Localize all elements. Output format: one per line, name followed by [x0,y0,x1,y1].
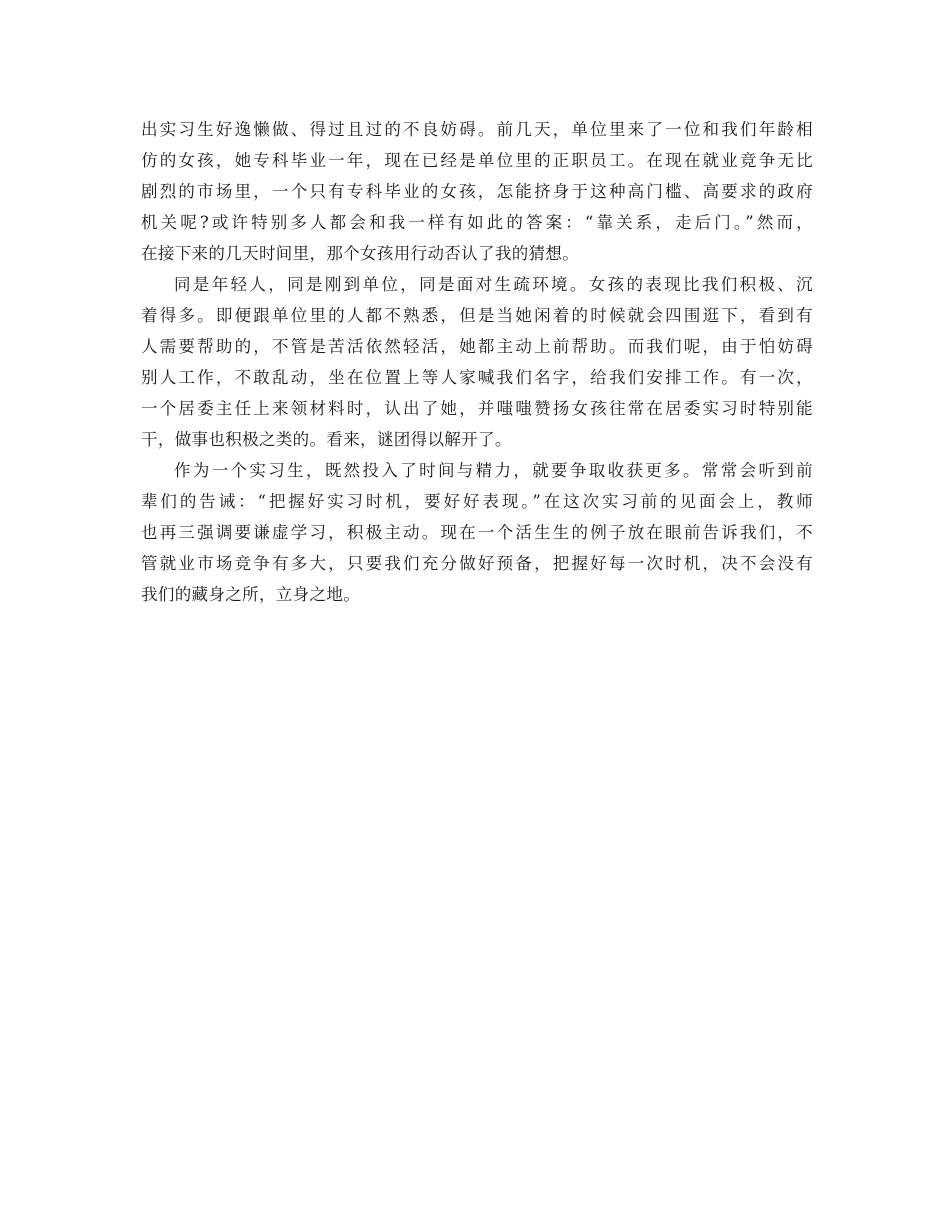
paragraph-3 [141,455,813,610]
text-line: 机关呢?或许特别多人都会和我一样有如此的答案：“靠关系，走后门。”然而， [141,213,813,232]
text-line: 别人工作，不敢乱动，坐在位置上等人家喊我们名字，给我们安排工作。有一次， [141,368,813,387]
text-line: 仿的女孩，她专科毕业一年，现在已经是单位里的正职员工。在现在就业竞争无比 [141,151,813,170]
text-line: 着得多。即便跟单位里的人都不熟悉，但是当她闲着的时候就会四围逛下，看到有 [141,306,813,325]
document-body [141,114,813,610]
paragraph-2 [141,269,813,455]
text-line: 在接下来的几天时间里，那个女孩用行动否认了我的猜想。 [141,244,580,263]
paragraph-1 [141,114,813,269]
text-line: 也再三强调要谦虚学习，积极主动。现在一个活生生的例子放在眼前告诉我们，不 [141,523,813,542]
text-line: 出实习生好逸懒做、得过且过的不良妨碍。前几天，单位里来了一位和我们年龄相 [141,120,813,139]
text-line: 同是年轻人，同是刚到单位，同是面对生疏环境。女孩的表现比我们积极、沉 [174,275,813,294]
text-line: 管就业市场竞争有多大，只要我们充分做好预备，把握好每一次时机，决不会没有 [141,554,813,573]
text-line: 作为一个实习生，既然投入了时间与精力，就要争取收获更多。常常会听到前 [174,461,813,480]
text-line: 我们的藏身之所，立身之地。 [141,585,361,604]
text-line: 剧烈的市场里，一个只有专科毕业的女孩，怎能挤身于这种高门槛、高要求的政府 [141,182,813,201]
text-line: 辈们的告诫：“把握好实习时机，要好好表现。”在这次实习前的见面会上，教师 [141,492,813,511]
text-line: 人需要帮助的，不管是苦活依然轻活，她都主动上前帮助。而我们呢，由于怕妨碍 [141,337,813,356]
text-line: 干，做事也积极之类的。看来，谜团得以解开了。 [141,430,512,449]
text-line: 一个居委主任上来领材料时，认出了她，并嗤嗤赞扬女孩往常在居委实习时特别能 [141,399,813,418]
